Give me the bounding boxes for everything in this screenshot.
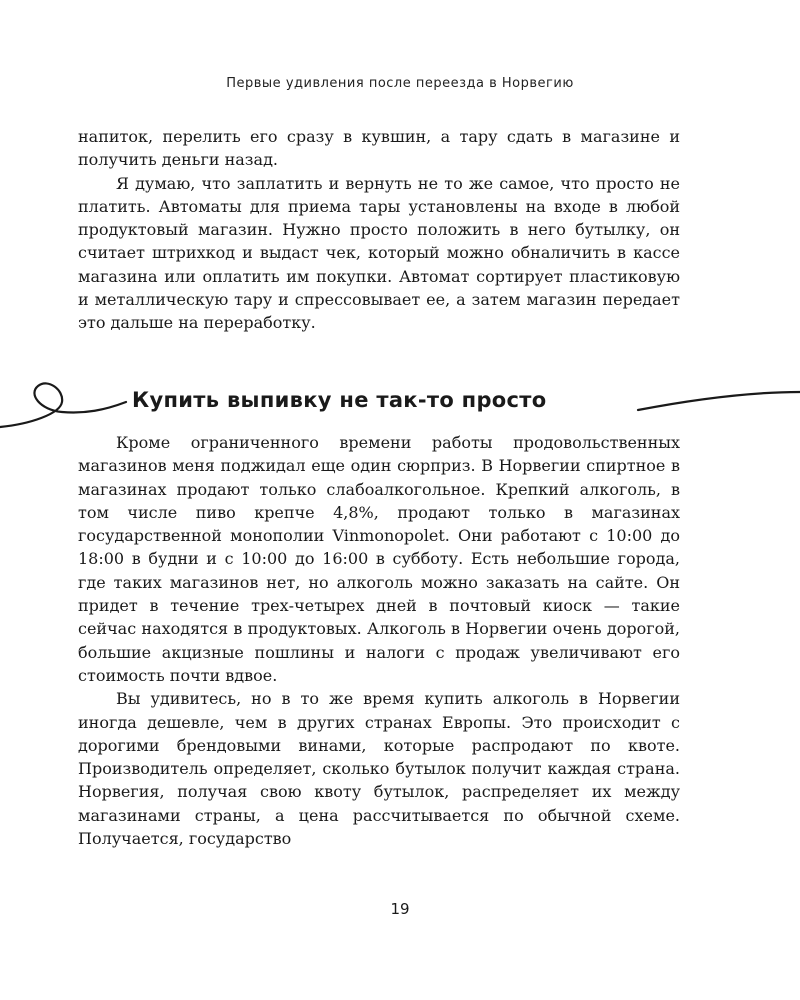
page-number: 19 bbox=[390, 900, 410, 918]
paragraph-alcohol-rules: Кроме ограниченного времени работы продовольственных магазинов меня поджидал еще один сюрприз. В Норвегии спиртное в магазинах продают только слабоалкогольное. Крепкий алкоголь, в том числе пиво крепче 4,8%, продают только в магазинах государственной монополии Vinmonopolet. Они работают с 10:00 до 18:00 в будни и с 10:00 до 16:00 в субботу. Есть небольшие города, где таких магазинов нет, но алкоголь можно заказать на сайте. Он придет в течение трех-четырех дней в почтовый киоск — такие сейчас находятся в продуктовых. Алкоголь в Норвегии очень дорогой, большие акцизные пошлины и налоги с продаж увеличивают его стоимость почти вдвое. bbox=[78, 433, 680, 685]
section-title: Купить выпивку не так-то просто bbox=[128, 388, 550, 412]
paragraph-deposit-machines: Я думаю, что заплатить и вернуть не то же самое, что просто не платить. Автоматы для приема тары установлены на входе в любой продуктовый магазин. Нужно просто положить в него бутылку, он считает штрихкод и выдаст чек, который можно обналичить в кассе магазина или оплатить им покупки. Автомат сортирует пластиковую и металлическую тару и спрессовывает ее, а затем магазин передает это дальше на переработку. bbox=[78, 173, 680, 333]
body-text-bottom bbox=[78, 431, 680, 850]
body-text-top bbox=[78, 125, 680, 335]
paragraph-continuation: напиток, перелить его сразу в кувшин, а тару сдать в магазине и получить деньги назад. bbox=[78, 127, 680, 170]
paragraph-wine-quota: Вы удивитесь, но в то же время купить алкоголь в Норвегии иногда дешевле, чем в других странах Европы. Это происходит с дорогими брендовыми винами, которые распродают по квоте. Производитель определяет, сколько бутылок получит каждая страна. Норвегия, получая свою квоту бутылок, распределяет их между магазинами страны, а цена рассчитывается по обычной схеме. Получается, государство bbox=[78, 689, 680, 849]
running-header: Первые удивления после переезда в Норвегию bbox=[226, 76, 574, 91]
section-heading bbox=[0, 372, 800, 432]
